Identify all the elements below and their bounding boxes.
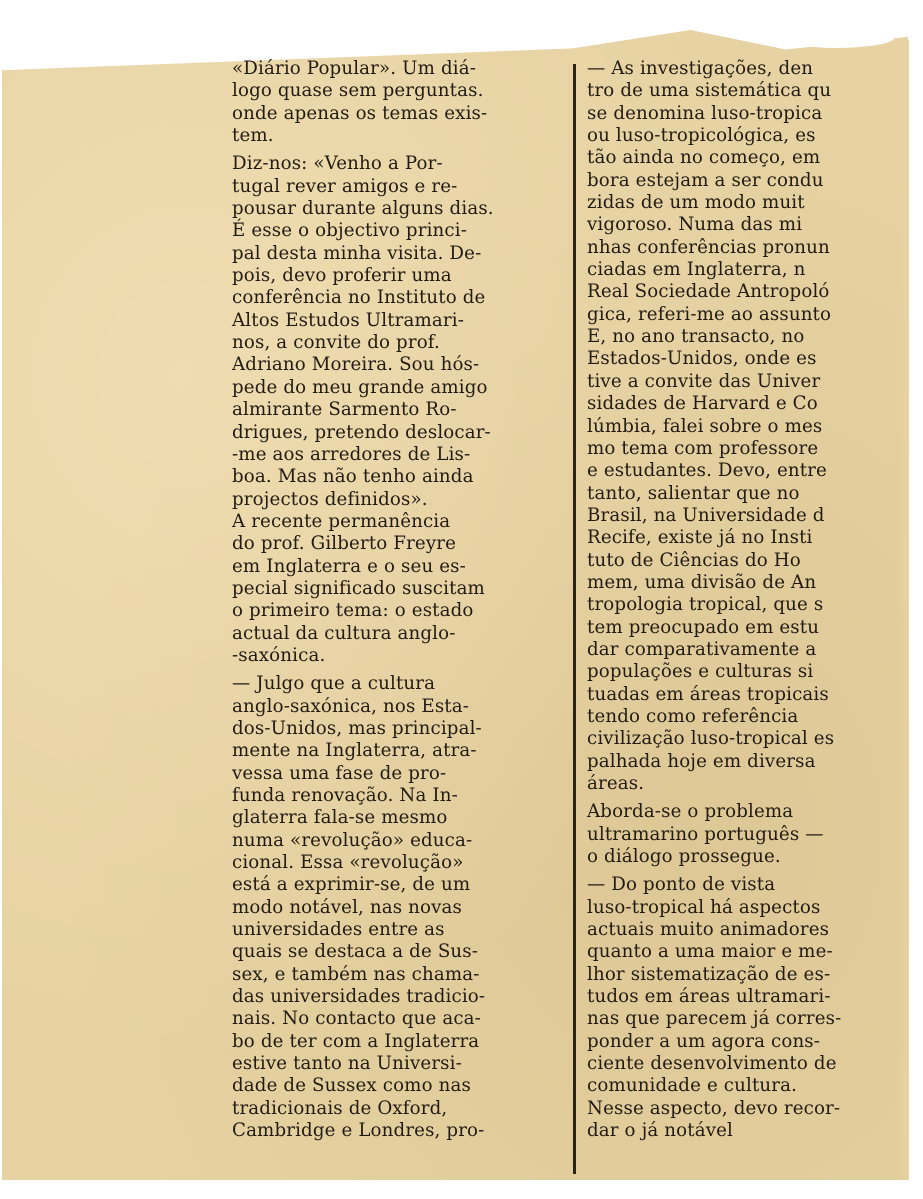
text-line: dos-Unidos, mas principal-	[232, 717, 482, 739]
text-line: E, no ano transacto, no	[587, 326, 805, 348]
text-line: pal desta minha visita. De-	[232, 242, 482, 264]
text-line: pois, devo proferir uma	[232, 265, 452, 287]
text-line: o primeiro tema: o estado	[232, 600, 474, 622]
text-line: comunidade e cultura.	[587, 1075, 798, 1097]
text-line: tuto de Ciências do Ho	[587, 549, 801, 571]
text-line: se denomina luso-tropica	[587, 102, 823, 124]
text-line: sidades de Harvard e Co	[587, 393, 818, 415]
column-divider-rule	[573, 64, 576, 1174]
text-line: mem, uma divisão de An	[587, 571, 817, 593]
text-line: conferência no Instituto de	[232, 287, 486, 309]
text-line: «Diário Popular». Um diá-	[232, 58, 477, 79]
text-line: Brasil, na Universidade d	[587, 504, 825, 526]
text-line: e estudantes. Devo, entre	[587, 460, 827, 482]
text-line: tradicionais de Oxford,	[232, 1097, 448, 1119]
text-line: mo tema com professore	[587, 437, 819, 459]
text-line: — Do ponto de vista	[587, 874, 776, 896]
text-line: lúmbia, falei sobre o mes	[587, 415, 823, 437]
text-line: das universidades tradicio-	[232, 986, 486, 1008]
text-line: tropologia tropical, que s	[587, 594, 824, 616]
text-line: nas que parecem já corres-	[587, 1008, 842, 1030]
text-line: boa. Mas não tenho ainda	[232, 466, 474, 488]
text-line: populações e culturas si	[587, 661, 814, 683]
text-line: actual da cultura anglo-	[232, 622, 456, 644]
text-line: universidades entre as	[232, 919, 445, 941]
text-line: tudos em áreas ultramari-	[587, 986, 831, 1008]
text-line: Adriano Moreira. Sou hós-	[232, 354, 480, 376]
text-line: numa «revolução» educa-	[232, 829, 473, 851]
text-line: Aborda-se o problema	[587, 801, 794, 823]
text-line: ultramarino português —	[587, 823, 824, 845]
text-line: Real Sociedade Antropoló	[587, 281, 830, 303]
text-line: Estados-Unidos, onde es	[587, 348, 817, 370]
text-line: o diálogo prossegue.	[587, 846, 781, 868]
text-line: em Inglaterra e o seu es-	[232, 555, 466, 577]
text-line: dade de Sussex como nas	[232, 1075, 471, 1097]
text-line: anglo-saxónica, nos Esta-	[232, 695, 470, 717]
text-line: tro de uma sistemática qu	[587, 80, 832, 102]
text-line: cional. Essa «revolução»	[232, 852, 464, 874]
text-line: tugal rever amigos e re-	[232, 175, 458, 197]
text-line: bora estejam a ser condu	[587, 169, 824, 191]
text-line: glaterra fala-se mesmo	[232, 807, 448, 829]
text-line: Cambridge e Londres, pro-	[232, 1120, 485, 1142]
text-line: ciadas em Inglaterra, n	[587, 259, 806, 281]
text-line: palhada hoje em diversa	[587, 750, 816, 772]
text-line: -me aos arredores de Lis-	[232, 443, 471, 465]
text-line: nos, a convite do prof.	[232, 332, 440, 354]
text-line: onde apenas os temas exis-	[232, 102, 488, 124]
text-line: pede do meu grande amigo	[232, 376, 488, 398]
text-line: tem.	[232, 125, 274, 147]
text-line: áreas.	[587, 773, 645, 794]
article-column-left	[232, 58, 560, 1143]
text-line: logo quase sem perguntas.	[232, 80, 484, 102]
text-line: vigoroso. Numa das mi	[587, 214, 803, 236]
text-line: pecial significado suscitam	[232, 577, 485, 599]
text-line: A recente permanência	[232, 510, 451, 532]
text-line: dar comparativamente a	[587, 638, 817, 660]
text-line: Altos Estudos Ultramari-	[232, 309, 465, 331]
text-line: ponder a um agora cons-	[587, 1030, 821, 1052]
text-line: quanto a uma maior e me-	[587, 941, 833, 963]
text-line: pousar durante alguns dias.	[232, 198, 494, 220]
text-line: actuais muito animadores	[587, 919, 830, 941]
text-line: lhor sistematização de es-	[587, 963, 831, 985]
text-line: almirante Sarmento Ro-	[232, 399, 457, 421]
text-line: Diz-nos: «Venho a Por-	[232, 153, 443, 175]
text-line: funda renovação. Na In-	[232, 785, 458, 806]
text-line: nhas conferências pronun	[587, 236, 830, 258]
text-line: tão ainda no começo, em	[587, 147, 821, 169]
text-line: bo de ter com a Inglaterra	[232, 1030, 480, 1052]
right-edge-fade	[895, 40, 909, 1180]
text-line: É esse o objectivo princi-	[232, 220, 467, 242]
text-line: — Julgo que a cultura	[232, 673, 436, 695]
text-line: tanto, salientar que no	[587, 482, 800, 504]
text-line: Nesse aspecto, devo recor-	[587, 1097, 841, 1119]
text-line: zidas de um modo muit	[587, 192, 805, 214]
text-line: drigues, pretendo deslocar-	[232, 421, 491, 443]
text-line: quais se destaca a de Sus-	[232, 941, 479, 963]
text-line: tem preocupado em estu	[587, 616, 820, 638]
text-line: ciente desenvolvimento de	[587, 1053, 837, 1075]
text-line: civilização luso-tropical es	[587, 728, 835, 750]
text-line: tive a convite das Univer	[587, 370, 821, 392]
text-line: Recife, existe já no Insti	[587, 527, 813, 549]
text-line: dar o já notável	[587, 1120, 734, 1142]
text-line: sex, e também nas chama-	[232, 963, 480, 985]
text-line: está a exprimir-se, de um	[232, 874, 471, 896]
text-line: luso-tropical há aspectos	[587, 896, 821, 918]
article-column-right	[587, 58, 909, 1143]
text-line: do prof. Gilberto Freyre	[232, 533, 457, 555]
text-line: modo notável, nas novas	[232, 896, 463, 918]
text-line: mente na Inglaterra, atra-	[232, 740, 477, 762]
text-line: estive tanto na Universi-	[232, 1053, 462, 1075]
text-line: tuadas em áreas tropicais	[587, 683, 829, 705]
text-line: tendo como referência	[587, 705, 799, 727]
text-line: vessa uma fase de pro-	[232, 762, 447, 784]
text-line: -saxónica.	[232, 644, 326, 666]
text-line: — As investigações, den	[587, 58, 814, 79]
text-line: ou luso-tropicológica, es	[587, 125, 816, 147]
text-line: projectos definidos».	[232, 488, 428, 510]
text-line: nais. No contacto que aca-	[232, 1008, 481, 1030]
text-line: gica, referi-me ao assunto	[587, 303, 832, 325]
